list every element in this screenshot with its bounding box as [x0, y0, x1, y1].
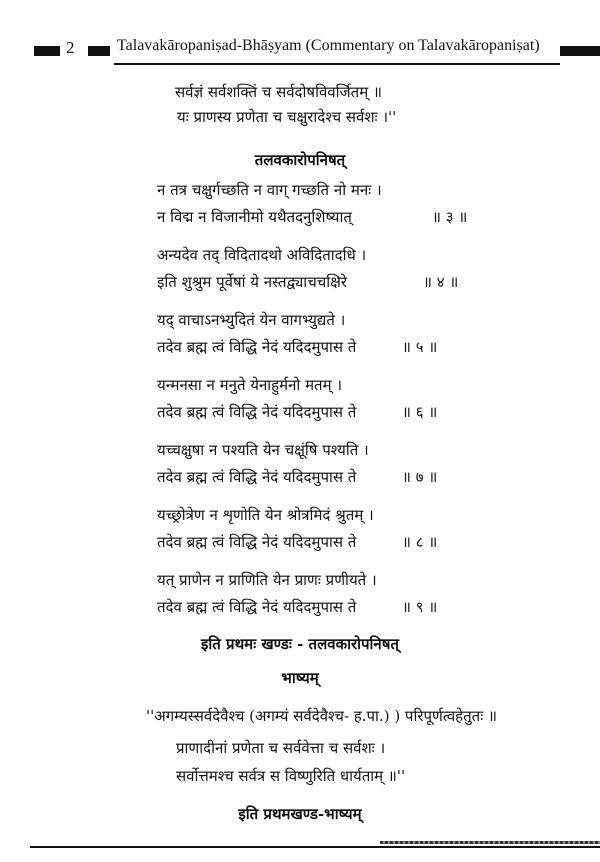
- verse-8-line-1: यच्छ्रोत्रेण न शृणोति येन श्रोत्रमिदं श्रुतम् ।: [157, 506, 374, 524]
- bhashyam-heading: भाष्यम्: [281, 669, 319, 687]
- verse-8-number: ॥ ८ ॥: [402, 533, 438, 551]
- verse-7-line-2: तदेव ब्रह्म त्वं विद्धि नेदं यदिदमुपास ते: [157, 468, 357, 486]
- bhashyam-line-3: सर्वोत्तमश्च सर्वत्र स विष्णुरिति धार्यताम् ॥'': [176, 767, 406, 785]
- verse-6-line-2: तदेव ब्रह्म त्वं विद्धि नेदं यदिदमुपास ते: [157, 403, 357, 421]
- footer-decor: [380, 841, 600, 844]
- verse-9-line-1: यत् प्राणेन न प्राणिति येन प्राणः प्रणीयते ।: [157, 571, 377, 589]
- section-end: इति प्रथमः खण्डः - तलवकारोपनिषत्: [201, 635, 399, 653]
- verse-3-line-2: न विद्म न विजानीमो यथैतदनुशिष्यात्: [157, 208, 352, 226]
- verse-4-line-2: इति शुश्रुम पूर्वेषां ये नस्तद्व्याचचक्षिरे: [157, 273, 348, 291]
- verse-9-line-2: तदेव ब्रह्म त्वं विद्धि नेदं यदिदमुपास ते: [157, 598, 357, 616]
- verse-4-number: ॥ ४ ॥: [423, 273, 459, 291]
- section-heading: तलवकारोपनिषत्: [254, 151, 346, 169]
- verse-3-line-1: न तत्र चक्षुर्गच्छति न वाग् गच्छति नो मनः ।: [157, 181, 382, 199]
- footer-rule: [30, 846, 600, 848]
- verse-3-number: ॥ ३ ॥: [432, 208, 468, 226]
- bhashyam-end: इति प्रथमखण्ड-भाष्यम्: [238, 805, 362, 823]
- verse-4-line-1: अन्यदेव तद् विदितादथो अविदितादधि ।: [157, 246, 367, 264]
- header-rule: [114, 63, 560, 65]
- intro-line-2: यः प्राणस्य प्रणेता च चक्षुरादेश्च सर्वशः ।'': [177, 108, 397, 126]
- verse-6-number: ॥ ६ ॥: [402, 403, 438, 421]
- verse-5-line-2: तदेव ब्रह्म त्वं विद्धि नेदं यदिदमुपास ते: [157, 338, 357, 356]
- page-number: 2: [66, 38, 75, 57]
- bhashyam-line-2: प्राणादीनां प्रणेता च सर्ववेत्ता च सर्वशः ।: [176, 739, 386, 757]
- verse-8-line-2: तदेव ब्रह्म त्वं विद्धि नेदं यदिदमुपास ते: [157, 533, 357, 551]
- header-decor-mid: [88, 46, 110, 56]
- verse-9-number: ॥ ९ ॥: [402, 598, 438, 616]
- verse-6-line-1: यन्मनसा न मनुते येनाहुर्मनो मतम् ।: [157, 376, 343, 394]
- bhashyam-line-1: ''अगम्यस्सर्वदेवैश्च (अगम्यं सर्वदेवैश्च- ह.पा.) ) परिपूर्णत्वहेतुतः ॥: [146, 707, 498, 725]
- verse-5-number: ॥ ५ ॥: [402, 338, 438, 356]
- page-header: [0, 30, 600, 66]
- header-decor-right: [560, 46, 600, 56]
- intro-line-1: सर्वज्ञं सर्वशक्तिं च सर्वदोषविवर्जितम् ॥: [175, 83, 382, 101]
- verse-7-number: ॥ ७ ॥: [402, 468, 438, 486]
- verse-7-line-1: यच्चक्षुषा न पश्यति येन चक्षूंषि पश्यति ।: [157, 441, 369, 459]
- running-title: Talavakāropaniṣad-Bhāṣyam (Commentary on Talavakāropaniṣat): [117, 37, 540, 54]
- verse-5-line-1: यद् वाचाऽनभ्युदितं येन वागभ्युद्यते ।: [157, 311, 346, 329]
- header-decor-left: [34, 46, 60, 56]
